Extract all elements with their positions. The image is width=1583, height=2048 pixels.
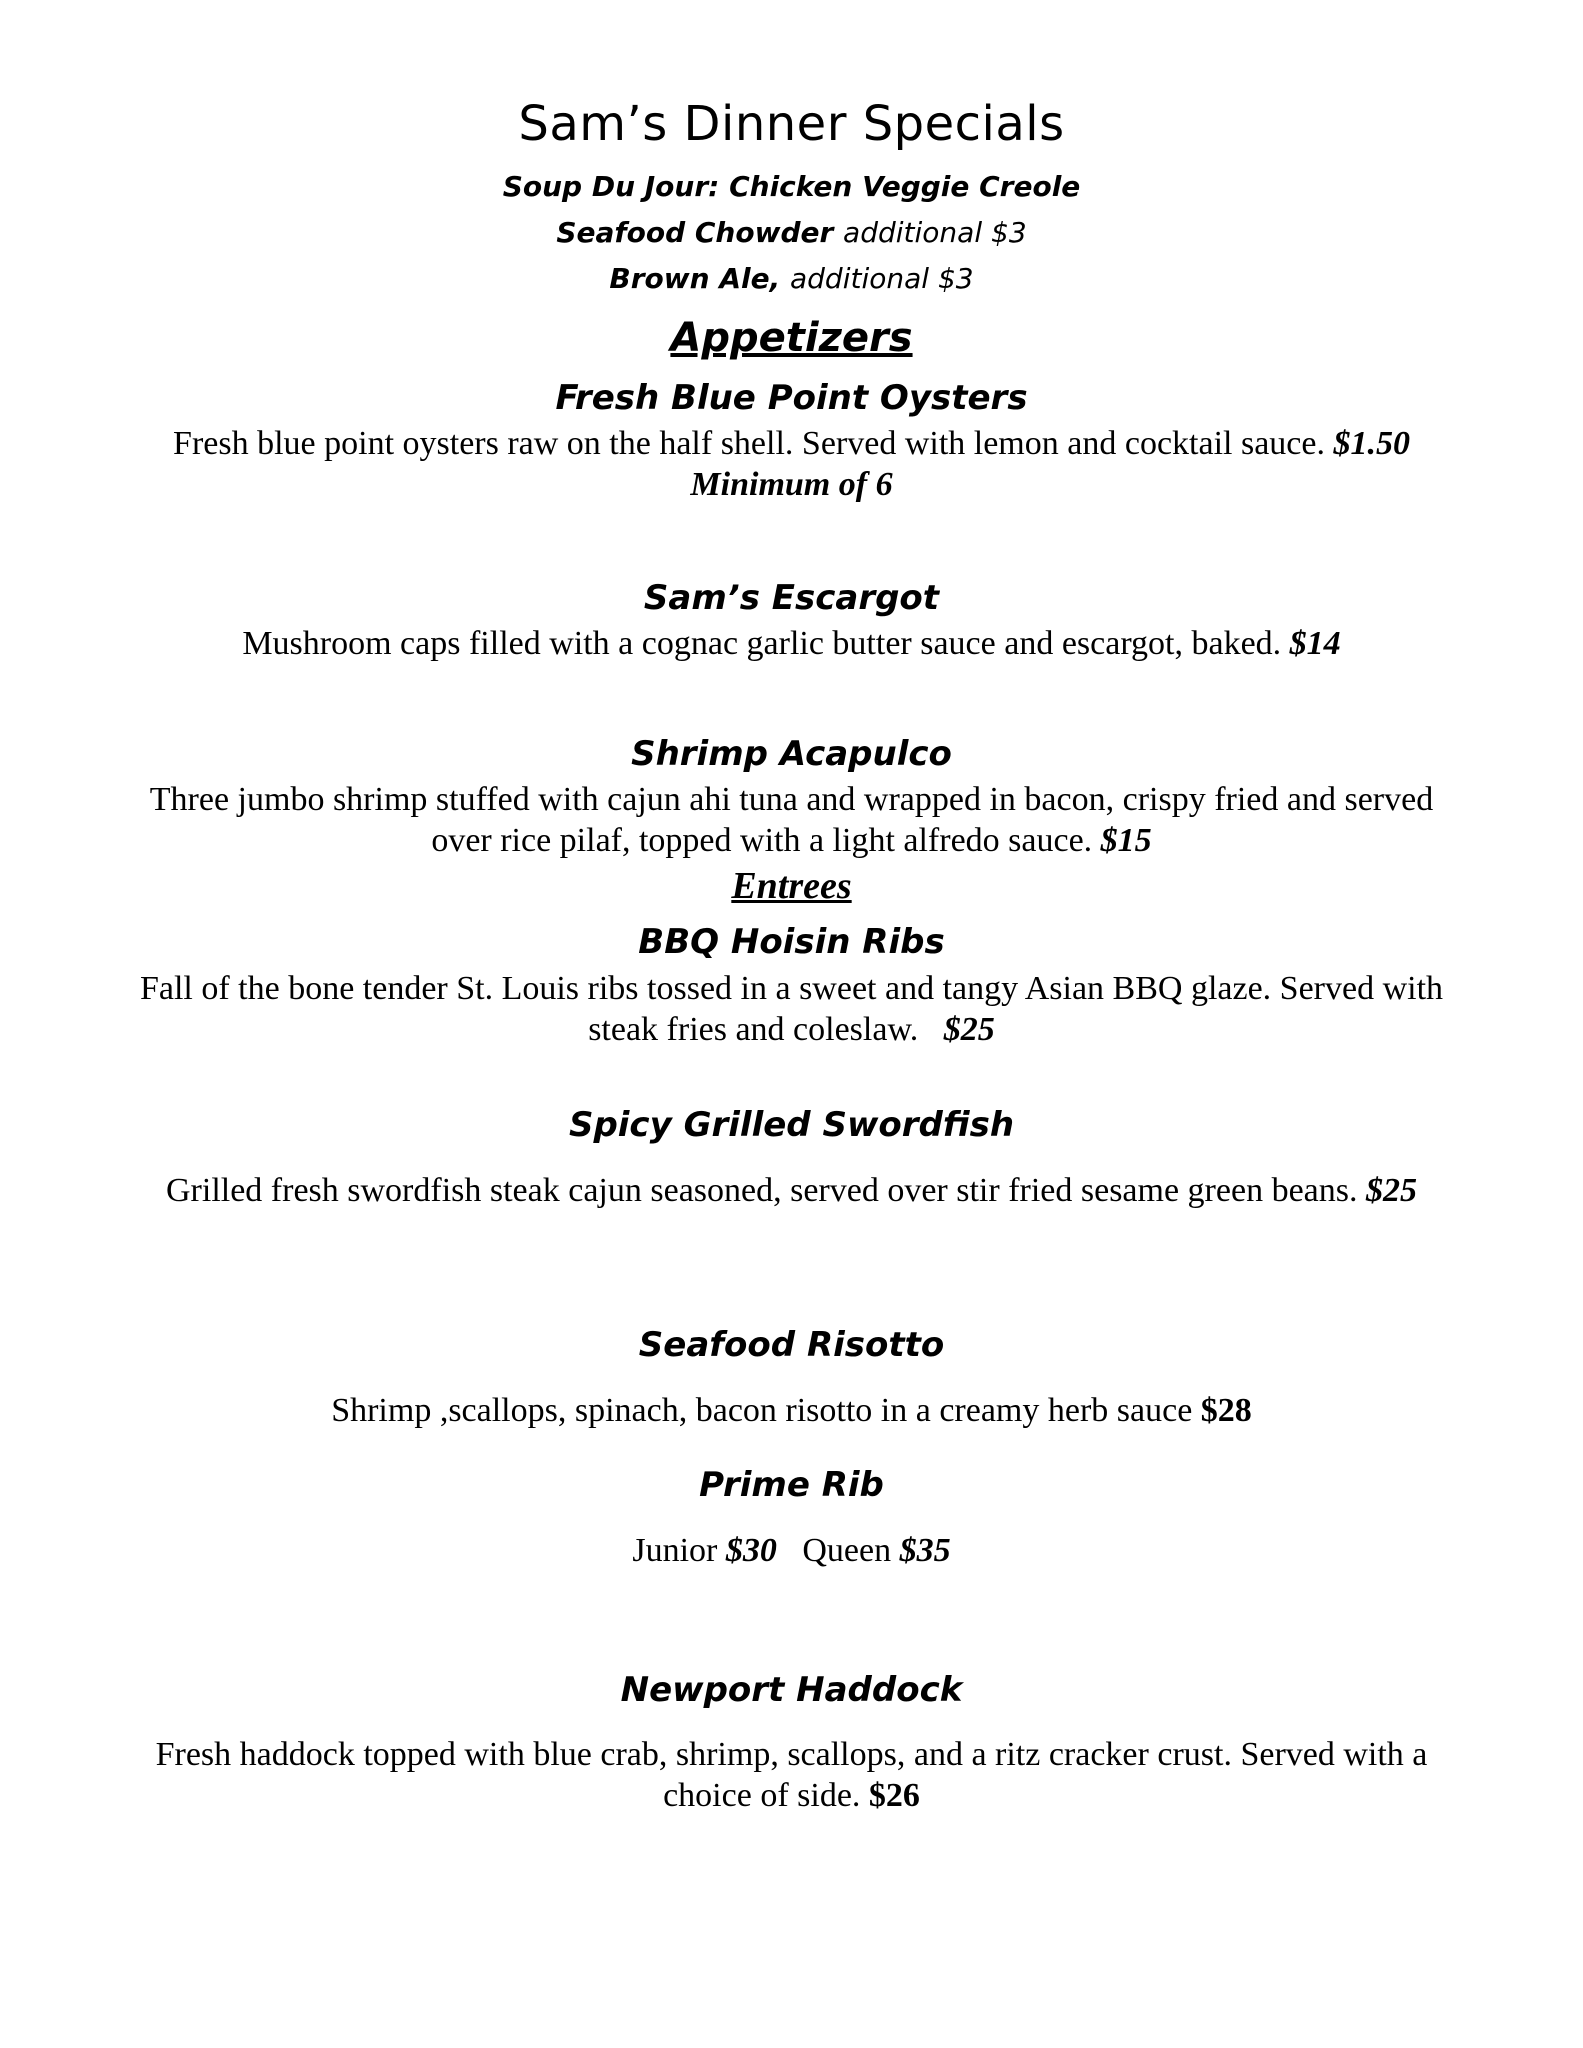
menu-title: Sam’s Dinner Specials [518,96,1065,152]
escargot-description [60,623,1523,664]
shrimp-description-line2 [60,820,1523,861]
swordfish-desc-text: Grilled fresh swordfish steak cajun seasoned, served over stir fried sesame green beans. [166,1172,1358,1209]
prime-rib-name: Prime Rib [699,1465,884,1505]
escargot-desc-text: Mushroom caps filled with a cognac garlic butter sauce and escargot, baked. [242,625,1282,662]
ale-name: Brown Ale, [609,262,781,295]
risotto-price: $28 [1200,1392,1252,1429]
haddock-price: $26 [868,1777,920,1814]
prime-rib-prices [60,1530,1523,1571]
chowder-name: Seafood Chowder [556,216,834,249]
oysters-description [60,423,1523,464]
oysters-minimum: Minimum of 6 [690,466,893,503]
shrimp-description-line1: Three jumbo shrimp stuffed with cajun ahi tuna and wrapped in bacon, crispy fried and served [149,781,1434,818]
haddock-desc-text: choice of side. [663,1777,861,1814]
ribs-description-line2 [60,1009,1523,1050]
junior-label: Junior [632,1532,718,1569]
entrees-heading: Entrees [731,865,852,907]
escargot-price: $14 [1289,625,1341,662]
risotto-description [60,1390,1523,1431]
junior-price: $30 [725,1532,777,1569]
oysters-name: Fresh Blue Point Oysters [555,378,1028,418]
chowder-note: additional $3 [843,216,1027,249]
oysters-desc-text: Fresh blue point oysters raw on the half shell. Served with lemon and cocktail sauce. [173,425,1325,462]
haddock-name: Newport Haddock [620,1670,963,1710]
ale-note: additional $3 [790,262,974,295]
seafood-chowder-line [60,216,1523,249]
ribs-name: BBQ Hoisin Ribs [638,922,945,962]
soup-du-jour: Soup Du Jour: Chicken Veggie Creole [502,170,1081,203]
ribs-description-line1: Fall of the bone tender St. Louis ribs tossed in a sweet and tangy Asian BBQ glaze. Served with [139,970,1444,1007]
shrimp-desc-text: over rice pilaf, topped with a light alfredo sauce. [431,822,1093,859]
appetizers-heading: Appetizers [670,315,913,361]
brown-ale-line [60,262,1523,295]
escargot-name: Sam’s Escargot [643,578,940,618]
haddock-description-line2 [60,1775,1523,1816]
queen-price: $35 [899,1532,951,1569]
ribs-price: $25 [943,1011,995,1048]
swordfish-description [60,1170,1523,1211]
risotto-desc-text: Shrimp ,scallops, spinach, bacon risotto in a creamy herb sauce [331,1392,1193,1429]
haddock-description-line1: Fresh haddock topped with blue crab, shrimp, scallops, and a ritz cracker crust. Served with a [155,1736,1428,1773]
shrimp-acapulco-name: Shrimp Acapulco [631,734,952,774]
risotto-name: Seafood Risotto [638,1325,945,1365]
ribs-desc-text: steak fries and coleslaw. [588,1011,919,1048]
swordfish-name: Spicy Grilled Swordfish [568,1105,1015,1145]
queen-label: Queen [802,1532,892,1569]
oysters-price: $1.50 [1333,425,1410,462]
shrimp-price: $15 [1100,822,1152,859]
swordfish-price: $25 [1365,1172,1417,1209]
